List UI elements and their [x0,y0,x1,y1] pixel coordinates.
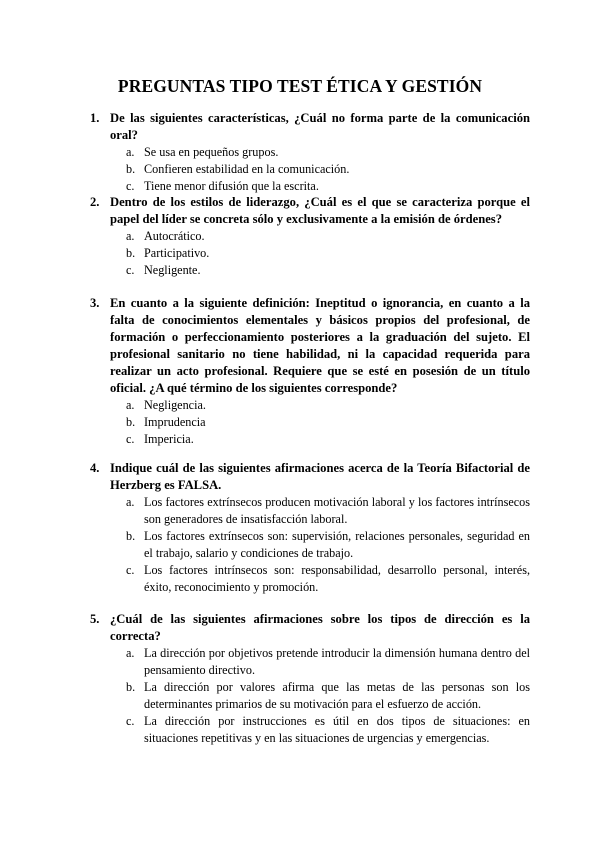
option-c [126,562,530,596]
question-number: 5. [90,612,100,626]
option-c [126,431,530,448]
option-letter: c. [126,179,135,193]
option-a [126,494,530,528]
option-text: La dirección por objetivos pretende introducir la dimensión humana dentro del pensamiento directivo. [144,646,530,677]
option-text: Participativo. [144,246,210,260]
option-c [126,262,530,279]
option-text: Los factores intrínsecos son: responsabilidad, desarrollo personal, interés, éxito, reconocimiento y promoción. [144,563,530,594]
option-text: Negligente. [144,263,201,277]
option-text: Imprudencia [144,415,206,429]
question-text: Indique cuál de las siguientes afirmaciones acerca de la Teoría Bifactorial de Herzberg es FALSA. [110,461,530,492]
option-letter: b. [126,680,136,694]
option-letter: b. [126,162,136,176]
option-b [126,161,530,178]
option-c [126,713,530,747]
question-3 [90,295,530,448]
option-text: La dirección por valores afirma que las metas de las personas son los determinantes primarios de su motivación para el esfuerzo de acción. [144,680,530,711]
option-letter: a. [126,646,135,660]
option-a [126,144,530,161]
question-4 [90,460,530,596]
option-letter: c. [126,714,135,728]
question-text: De las siguientes características, ¿Cuál no forma parte de la comunicación oral? [110,111,530,142]
option-b [126,414,530,431]
question-text: En cuanto a la siguiente definición: Ineptitud o ignorancia, en cuanto a la falta de conocimientos elementales y básicos propios del profesional, de formación o perfeccionamiento posteriores a la graduación del sujeto. El profesional sanitario no tiene habilidad, ni la capacidad requerida para realizar un acto profesional. Requiere que se esté en posesión de un título oficial. ¿A qué término de los siguientes corresponde? [110,296,530,395]
option-letter: a. [126,495,135,509]
question-2 [90,194,530,279]
option-a [126,397,530,414]
option-a [126,228,530,245]
option-text: Confieren estabilidad en la comunicación. [144,162,350,176]
option-letter: b. [126,246,136,260]
question-number: 4. [90,461,100,475]
option-text: Impericia. [144,432,194,446]
question-5 [90,611,530,747]
option-b [126,679,530,713]
option-letter: c. [126,563,135,577]
question-number: 2. [90,195,100,209]
option-letter: a. [126,145,135,159]
question-number: 3. [90,296,100,310]
question-number: 1. [90,111,100,125]
option-letter: c. [126,432,135,446]
option-b [126,528,530,562]
question-text: ¿Cuál de las siguientes afirmaciones sobre los tipos de dirección es la correcta? [110,612,530,643]
option-text: Negligencia. [144,398,206,412]
option-a [126,645,530,679]
option-letter: b. [126,529,136,543]
option-letter: b. [126,415,136,429]
option-text: La dirección por instrucciones es útil en dos tipos de situaciones: en situaciones repetitivas y en las situaciones de urgencias y emergencias. [144,714,530,745]
option-text: Tiene menor difusión que la escrita. [144,179,319,193]
option-c [126,178,530,195]
option-letter: a. [126,229,135,243]
question-text: Dentro de los estilos de liderazgo, ¿Cuál es el que se caracteriza porque el papel del líder se concreta sólo y exclusivamente a la emisión de órdenes? [110,195,530,226]
page-title: PREGUNTAS TIPO TEST ÉTICA Y GESTIÓN [117,76,483,96]
question-1 [90,110,530,195]
option-letter: a. [126,398,135,412]
option-text: Autocrático. [144,229,205,243]
option-text: Se usa en pequeños grupos. [144,145,279,159]
option-letter: c. [126,263,135,277]
option-text: Los factores extrínsecos son: supervisión, relaciones personales, seguridad en el trabajo, salario y condiciones de trabajo. [144,529,530,560]
option-b [126,245,530,262]
option-text: Los factores extrínsecos producen motivación laboral y los factores intrínsecos son generadores de insatisfacción laboral. [144,495,530,526]
